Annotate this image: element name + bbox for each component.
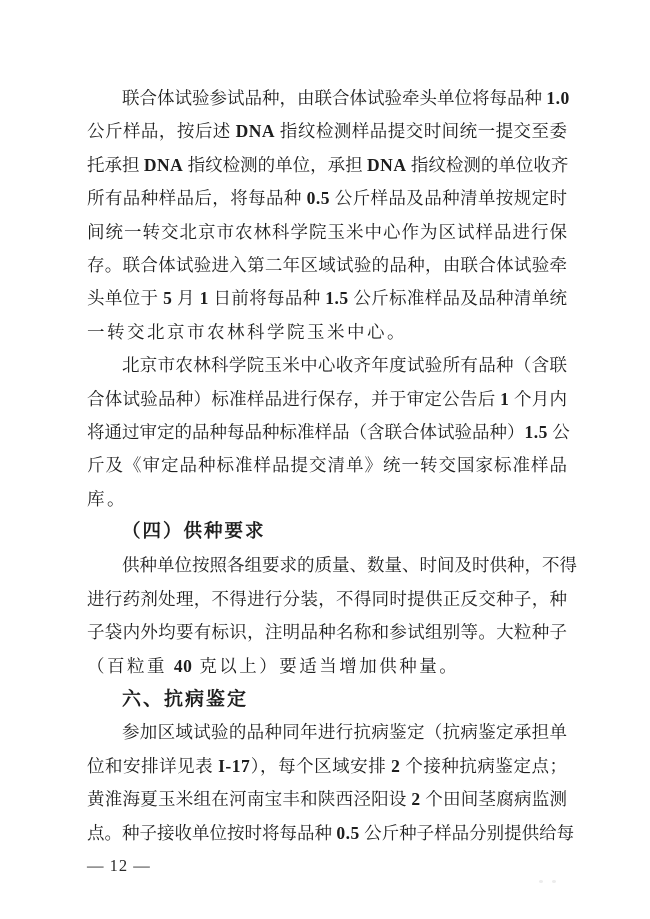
paragraph-supply-requirements bbox=[87, 549, 577, 683]
scan-artifact-dot bbox=[539, 880, 543, 883]
paragraph-standard-sample-storage bbox=[87, 349, 570, 516]
text-line: 存。联合体试验进入第二年区域试验的品种，由联合体试验牵 bbox=[87, 254, 567, 275]
text-line: 参加区域试验的品种同年进行抗病鉴定（抗病鉴定承担单 bbox=[122, 722, 567, 743]
text-line: 联合体试验参试品种，由联合体试验牵头单位将每品种 1.0 bbox=[122, 88, 570, 108]
text-line: 所有品种样品后，将每品种 0.5 公斤样品及品种清单按规定时 bbox=[87, 188, 567, 209]
text-line: 托承担 DNA 指纹检测的单位，承担 DNA 指纹检测的单位收齐 bbox=[87, 154, 569, 175]
scan-artifact-dot bbox=[552, 880, 556, 883]
text-line: 公斤样品，按后述 DNA 指纹检测样品提交时间统一提交至委 bbox=[87, 121, 568, 142]
section-heading-disease-resistance: 六、抗病鉴定 bbox=[122, 689, 249, 711]
text-line: 北京市农林科学院玉米中心收齐年度试验所有品种（含联 bbox=[122, 355, 567, 376]
text-line: 黄淮海夏玉米组在河南宝丰和陕西泾阳设 2 个田间茎腐病监测 bbox=[87, 789, 568, 810]
text-line: 库。 bbox=[87, 488, 127, 509]
text-line: 子袋内外均要有标识，注明品种名称和参试组别等。大粒种子 bbox=[87, 622, 567, 643]
text-line: 头单位于 5 月 1 日前将每品种 1.5 公斤标准样品及品种清单统 bbox=[87, 288, 568, 309]
text-line: 点。种子接收单位按时将每品种 0.5 公斤种子样品分别提供给每 bbox=[87, 822, 575, 843]
text-line: 进行药剂处理，不得进行分装，不得同时提供正反交种子，种 bbox=[87, 588, 567, 609]
text-line: 将通过审定的品种每品种标准样品（含联合体试验品种）1.5 公 bbox=[87, 421, 570, 442]
text-line: （百粒重 40 克以上）要适当增加供种量。 bbox=[87, 655, 460, 676]
paragraph-sample-submission bbox=[87, 82, 570, 349]
text-line: 位和安排详见表 I-17），每个区域安排 2 个接种抗病鉴定点； bbox=[87, 755, 568, 776]
text-line: 一转交北京市农林科学院玉米中心。 bbox=[87, 321, 407, 342]
section-heading-supply-requirements: （四）供种要求 bbox=[122, 522, 266, 543]
paragraph-disease-resistance bbox=[87, 716, 575, 850]
text-line: 供种单位按照各组要求的质量、数量、时间及时供种，不得 bbox=[122, 555, 577, 576]
text-line: 间统一转交北京市农林科学院玉米中心作为区试样品进行保 bbox=[87, 221, 567, 242]
text-block bbox=[87, 82, 577, 850]
page-number: — 12 — bbox=[87, 856, 151, 875]
text-line: 斤及《审定品种标准样品提交清单》统一转交国家标准样品 bbox=[87, 455, 567, 476]
text-line: 合体试验品种）标准样品进行保存，并于审定公告后 1 个月内 bbox=[87, 388, 568, 409]
